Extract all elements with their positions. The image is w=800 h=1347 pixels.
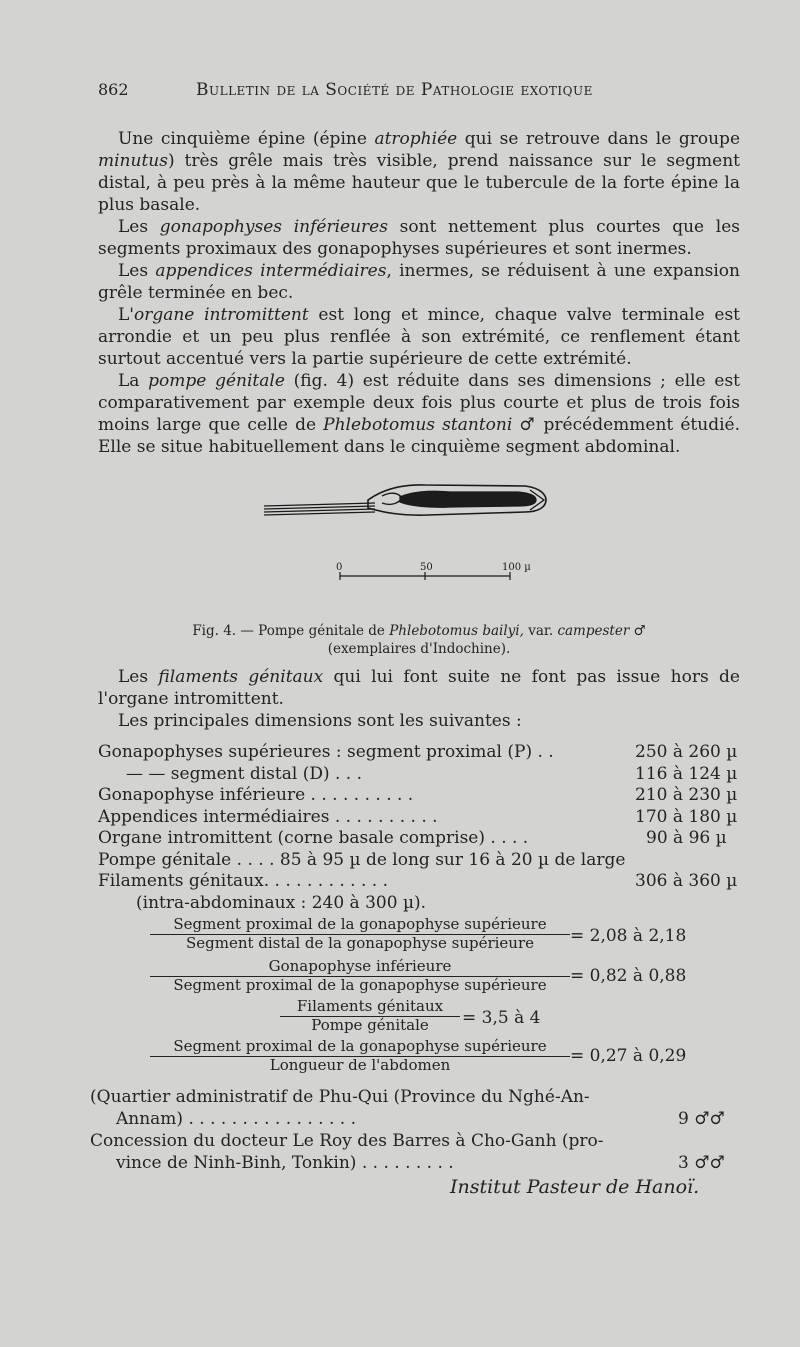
paragraph-1: Une cinquième épine (épine atrophiée qui se retrouve dans le groupe minutus) très grêle mais très visible, prend naissance sur le segment distal, à peu près à la même hauteur que le tubercule de la forte épine la plus basale. <box>98 129 741 215</box>
dimensions-note: (intra-abdominaux : 240 à 300 µ). <box>136 892 427 913</box>
ratio-denominator: Segment distal de la gonapophyse supérieure <box>185 934 535 952</box>
journal-title: Bulletin de la Société de Pathologie exotique <box>196 80 593 100</box>
dimensions-table <box>98 742 758 914</box>
figure-4-drawing <box>250 470 560 590</box>
ratio-denominator: Longueur de l'abdomen <box>269 1056 451 1074</box>
dimension-row: Appendices intermédiaires . . . . . . . . . . 170 à 180 µ <box>98 806 738 827</box>
ratio-numerator: Gonapophyse inférieure <box>150 958 570 977</box>
caption-line-2: (exemplaires d'Indochine). <box>327 641 511 657</box>
scale-label-50: 50 <box>420 562 433 573</box>
paragraph-6: Les filaments génitaux qui lui font suite ne font pas issue hors de l'organe intromittent. <box>98 667 740 709</box>
ratio-denominator: Segment proximal de la gonapophyse supérieure <box>173 976 547 994</box>
signature: Institut Pasteur de Hanoï. <box>450 1176 700 1198</box>
paragraph-4: L'organe intromittent est long et mince, chaque valve terminale est arrondie et un peu plus renflée à son extrémité, ce renflement étant surtout accentué vers la partie supérieure de cette extrémité. <box>98 305 741 369</box>
paragraph-3: Les appendices intermédiaires, inermes, se réduisent à une expansion grêle terminée en bec. <box>98 261 740 303</box>
caption-line-1: Fig. 4. — Pompe génitale de Phlebotomus bailyi, var. campester ♂ <box>192 623 646 639</box>
ratio-result: = 0,27 à 0,29 <box>570 1046 687 1066</box>
localities <box>90 1086 750 1174</box>
dimension-row: Gonapophyses supérieures : segment proximal (P) . . 250 à 260 µ <box>98 742 738 762</box>
paragraph-5: La pompe génitale (fig. 4) est réduite dans ses dimensions ; elle est comparativement par exemple deux fois plus courte et plus de trois fois moins large que celle de Phlebotomus stantoni ♂ précédemment étudié. Elle se situe habituellement dans le cinquième segment abdominal. <box>98 371 740 457</box>
locality-1-line-1: (Quartier administratif de Phu-Qui (Province du Nghé-An- <box>90 1087 590 1107</box>
page-number: 862 <box>98 80 129 99</box>
ratio-denominator: Pompe génitale <box>311 1016 429 1034</box>
dimension-row: — — segment distal (D) . . . 116 à 124 µ <box>126 763 738 784</box>
paragraph-7: Les principales dimensions sont les suivantes : <box>118 711 522 731</box>
locality-2-line-2: vince de Ninh-Binh, Tonkin) . . . . . . . . . 3 ♂♂ <box>116 1153 725 1173</box>
paragraph-2: Les gonapophyses inférieures sont nettement plus courtes que les segments proximaux des gonapophyses supérieures et sont inermes. <box>98 217 740 259</box>
locality-1-line-2: Annam) . . . . . . . . . . . . . . . . 9 ♂♂ <box>116 1109 725 1129</box>
body-text-middle <box>98 666 740 732</box>
scale-label-100: 100 µ <box>502 562 531 573</box>
ratio-result: = 3,5 à 4 <box>462 1008 541 1028</box>
ratio-3 <box>280 998 460 1034</box>
locality-2-line-1: Concession du docteur Le Roy des Barres à Cho-Ganh (pro- <box>90 1131 604 1151</box>
ratio-numerator: Segment proximal de la gonapophyse supérieure <box>150 1038 570 1057</box>
ratio-numerator: Filaments génitaux <box>280 998 460 1017</box>
figure-caption <box>98 622 740 658</box>
ratio-1 <box>150 916 570 952</box>
ratio-2 <box>150 958 570 994</box>
ratio-numerator: Segment proximal de la gonapophyse supérieure <box>150 916 570 935</box>
dimension-row: Organe intromittent (corne basale comprise) . . . . 90 à 96 µ <box>98 828 727 848</box>
ratio-result: = 0,82 à 0,88 <box>570 966 687 986</box>
dimension-row: Gonapophyse inférieure . . . . . . . . . . 210 à 230 µ <box>98 785 738 805</box>
ratio-result: = 2,08 à 2,18 <box>570 926 687 946</box>
scale-label-0: 0 <box>336 562 343 573</box>
scale-bar <box>340 572 510 580</box>
ratio-4 <box>150 1038 570 1074</box>
body-text-upper <box>98 128 740 458</box>
page-header <box>98 80 740 104</box>
dimension-row: Filaments génitaux. . . . . . . . . . . . 306 à 360 µ <box>98 871 738 891</box>
genital-pump-illustration <box>264 485 546 515</box>
dimension-row: Pompe génitale . . . . 85 à 95 µ de long sur 16 à 20 µ de large <box>98 849 626 870</box>
